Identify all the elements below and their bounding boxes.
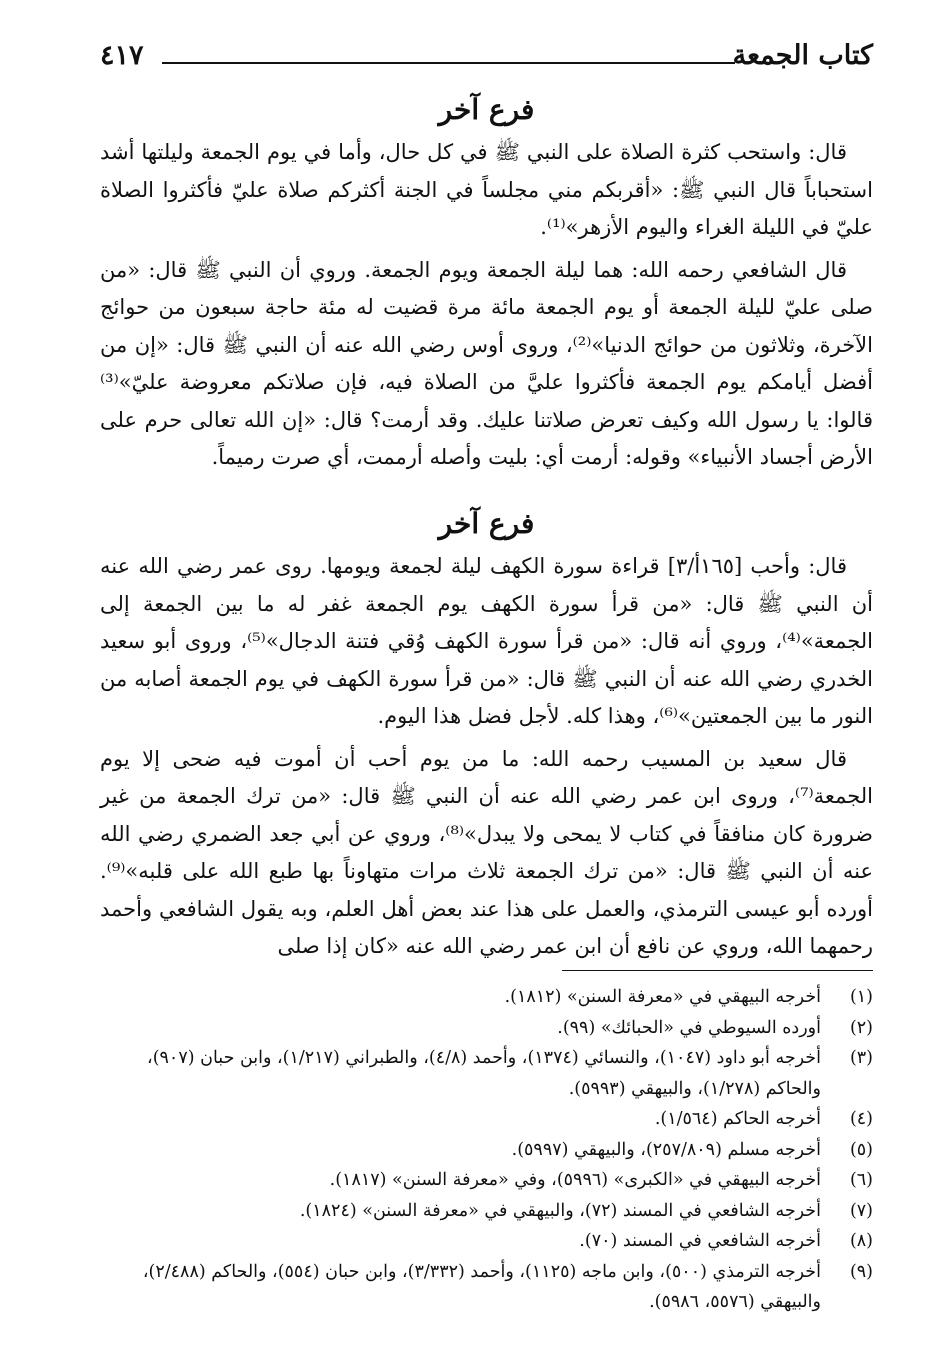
footnote-number: (٤) <box>849 1109 873 1129</box>
footnote <box>100 1196 873 1227</box>
footnote-text: أخرجه أبو داود (١٠٤٧)، والنسائي (١٣٧٤)، وأحمد (٤/٨)، والطبراني (١/٢١٧)، وابن حبان (٩٠٧)، والحاكم (١/٢٧٨)، والبيهقي (٥٩٩٣). <box>147 1048 821 1099</box>
footnote-text: أخرجه البيهقي في «معرفة السنن» (١٨١٢). <box>504 987 821 1007</box>
section-heading: فرع آخر <box>438 507 535 540</box>
paragraph: قال سعيد بن المسيب رحمه الله: ما من يوم أحب أن أموت فيه ضحى إلا يوم الجمعة⁽⁷⁾، وروى ابن عمر رضي الله عنه أن النبي ﷺ قال: «من ترك الجمعة من غير ضرورة كان منافقاً في كتاب لا يمحى ولا يبدل»⁽⁸⁾، وروي عن أبي جعد الضمري رضي الله عنه أن النبي ﷺ قال: «من ترك الجمعة ثلاث مرات متهاوناً بها طبع الله على قلبه»⁽⁹⁾. أورده أبو عيسى الترمذي، والعمل على هذا عند بعض أهل العلم، وبه يقول الشافعي وأحمد رحمهما الله، وروي عن نافع أن ابن عمر رضي الله عنه «كان إذا صلى <box>100 746 873 958</box>
footnote-text: أخرجه البيهقي في «الكبرى» (٥٩٩٦)، وفي «معرفة السنن» (١٨١٧). <box>329 1170 821 1190</box>
footnote-number: (٦) <box>849 1170 873 1190</box>
footnote-number: (٥) <box>849 1139 873 1160</box>
footnote-text: أخرجه مسلم (٢٥٧/٨٠٩)، والبيهقي (٥٩٩٧). <box>511 1139 821 1160</box>
paragraph: قال: وأحب [١٦٥أ/٣] قراءة سورة الكهف ليلة لجمعة ويومها. روى عمر رضي الله عنه أن النبي ﷺ قال: «من قرأ سورة الكهف يوم الجمعة غفر له ما بين الجمعة إلى الجمعة»⁽⁴⁾، وروي أنه قال: «من قرأ سورة الكهف وُقي فتنة الدجال»⁽⁵⁾، وروى أبو سعيد الخدري رضي الله عنه أن النبي ﷺ قال: «من قرأ سورة الكهف في يوم الجمعة أصابه من النور ما بين الجمعتين»⁽⁶⁾، وهذا كله. لأجل فضل هذا اليوم. <box>100 554 873 728</box>
footnote <box>100 982 873 1013</box>
footnote <box>100 1226 873 1257</box>
paragraph: قال: واستحب كثرة الصلاة على النبي ﷺ في كل حال، وأما في يوم الجمعة وليلتها أشد استحباباً قال النبي ﷺ: «أقربكم مني مجلساً في الجنة أكثركم صلاة عليّ فأكثروا الصلاة عليّ في الليلة الغراء واليوم الأزهر»⁽¹⁾. <box>100 140 873 239</box>
running-header <box>100 36 873 76</box>
footnote <box>100 1257 873 1318</box>
footnote <box>100 1013 873 1044</box>
footnote <box>100 1043 873 1104</box>
footnote <box>100 1165 873 1196</box>
header-rule <box>162 62 735 64</box>
footnote <box>100 1104 873 1135</box>
footnote-text: أخرجه الشافعي في المسند (٧٠). <box>579 1231 821 1251</box>
footnote <box>100 1135 873 1166</box>
footnote-number: (٢) <box>849 1017 873 1038</box>
book-title: كتاب الجمعة <box>732 40 873 71</box>
section-heading: فرع آخر <box>438 93 535 126</box>
footnote-text: أخرجه الشافعي في المسند (٧٢)، والبيهقي في «معرفة السنن» (١٨٢٤). <box>299 1200 821 1221</box>
footnote-number: (٩) <box>849 1261 873 1282</box>
footnote-text: أخرجه الحاكم (١/٥٦٤). <box>654 1109 821 1129</box>
section-first <box>100 86 873 477</box>
section-second <box>100 500 873 966</box>
footnote-number: (٧) <box>849 1200 873 1221</box>
paragraph: قال الشافعي رحمه الله: هما ليلة الجمعة ويوم الجمعة. وروي أن النبي ﷺ قال: «من صلى عليّ لليلة الجمعة أو يوم الجمعة مائة مرة قضيت له مئة حاجة سبعون من حوائج الآخرة، وثلاثون من حوائج الدنيا»⁽²⁾، وروى أوس رضي الله عنه أن النبي ﷺ قال: «إن من أفضل أيامكم يوم الجمعة فأكثروا عليَّ من الصلاة فيه، فإن صلاتكم معروضة عليّ»⁽³⁾ قالوا: يا رسول الله وكيف تعرض صلاتنا عليك. وقد أرمت؟ قال: «إن الله تعالى حرم على الأرض أجساد الأنبياء» وقوله: أرمت أي: بليت وأصله أرممت، أي صرت رميماً. <box>100 257 873 469</box>
footnote-separator <box>562 970 873 971</box>
footnote-text: أورده السيوطي في «الحبائك» (٩٩). <box>557 1017 821 1038</box>
footnotes <box>100 982 873 1318</box>
footnote-number: (٣) <box>849 1048 873 1068</box>
footnote-number: (٨) <box>849 1231 873 1251</box>
footnote-text: أخرجه الترمذي (٥٠٠)، وابن ماجه (١١٢٥)، وأحمد (٣/٣٣٢)، وابن حبان (٥٥٤)، والحاكم (٢/٤٨٨)، والبيهقي (٥٥٧٦، ٥٩٨٦). <box>142 1261 821 1312</box>
page-number: ٤١٧ <box>100 40 144 71</box>
footnote-number: (١) <box>849 987 873 1007</box>
